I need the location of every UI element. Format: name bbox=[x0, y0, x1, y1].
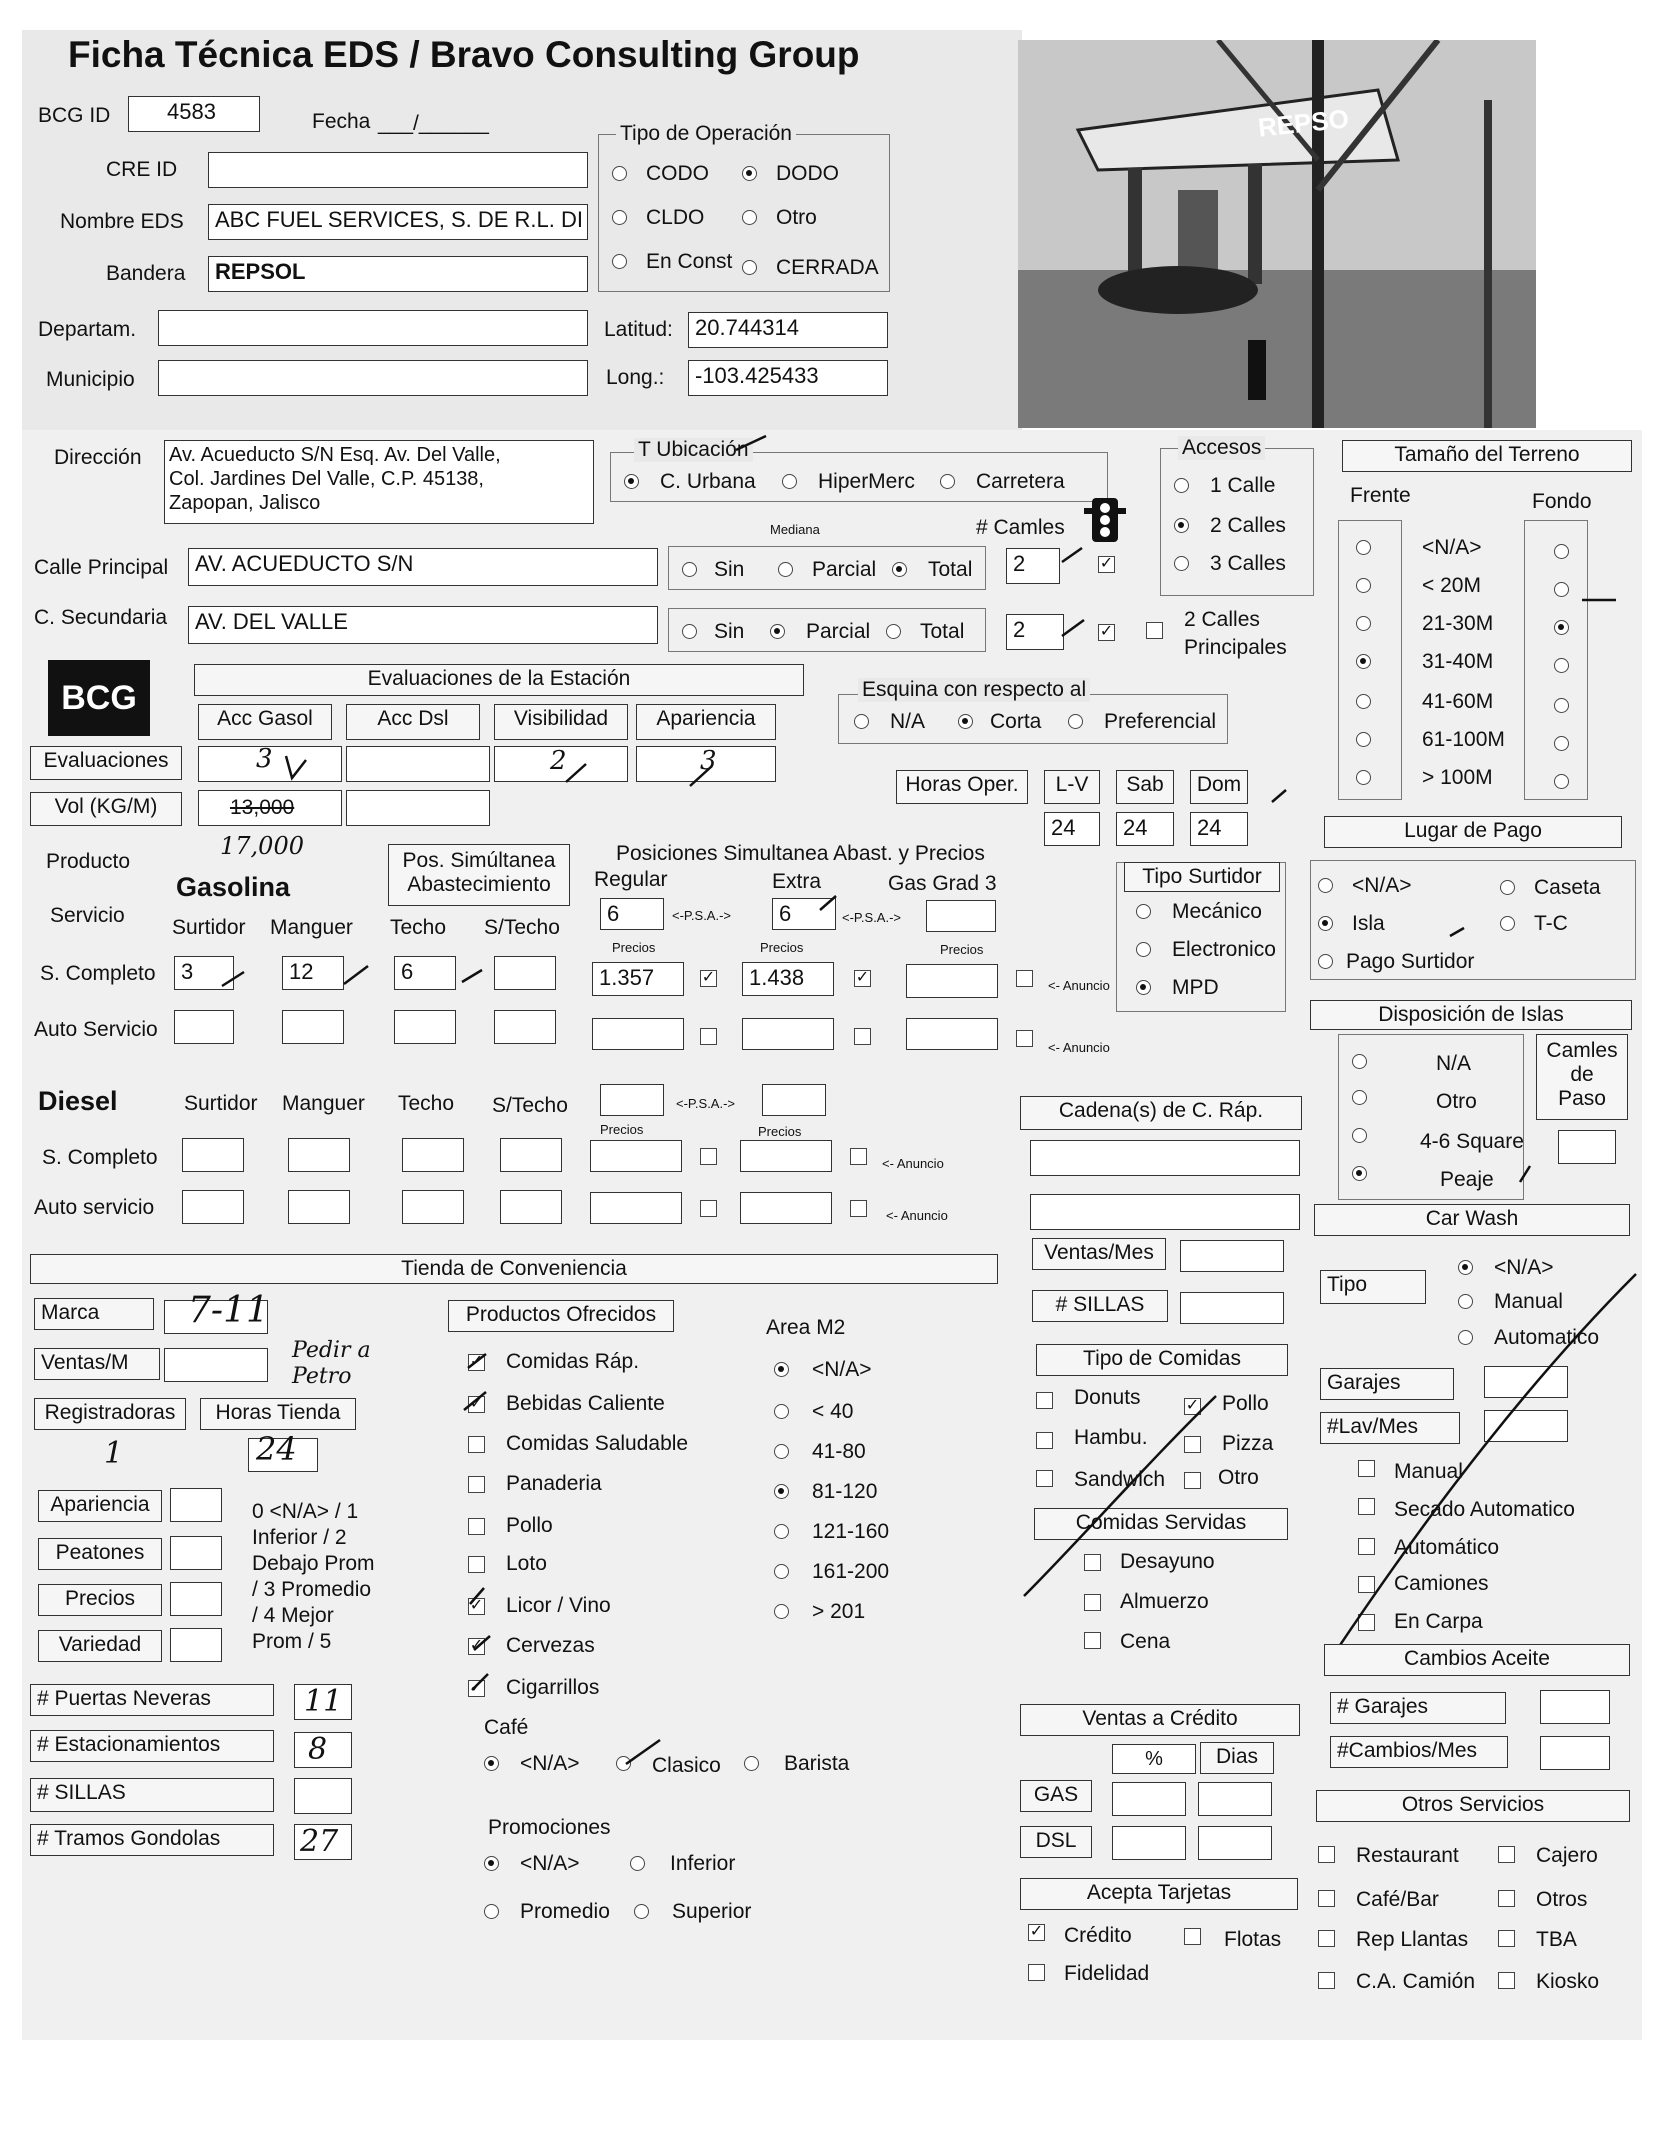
calle-principal-field[interactable]: AV. ACUEDUCTO S/N bbox=[188, 548, 658, 586]
regular-pos-field[interactable]: 6 bbox=[600, 898, 664, 930]
extra-anuncio-checkbox[interactable]: ✓ bbox=[855, 969, 870, 986]
diesel-precios-label-2: Precios bbox=[758, 1124, 802, 1139]
scale-line-2: Inferior / 2 bbox=[252, 1526, 347, 1549]
cre-id-label: CRE ID bbox=[106, 158, 178, 181]
cs-parcial-label: Parcial bbox=[806, 620, 871, 643]
bandera-label: Bandera bbox=[106, 262, 186, 285]
cw-manual-label: Manual bbox=[1494, 1290, 1563, 1313]
bcg-id-field[interactable]: 4583 bbox=[128, 96, 260, 132]
camiles-paso-line1: Camles bbox=[1546, 1039, 1618, 1062]
horas-tienda-value: 24 bbox=[256, 1430, 297, 1468]
comidas-servidas-title: Comidas Servidas bbox=[1034, 1508, 1288, 1540]
cw-na-label: <N/A> bbox=[1494, 1256, 1554, 1279]
municipio-label: Municipio bbox=[46, 368, 135, 391]
marca-value: 7-11 bbox=[188, 1290, 269, 1331]
diesel-techo-col: Techo bbox=[398, 1092, 455, 1115]
islas-title: Disposición de Islas bbox=[1310, 1000, 1632, 1030]
islas-square-label: 4-6 Square bbox=[1420, 1130, 1524, 1153]
cs-camiles-checkbox[interactable]: ✓ bbox=[1099, 623, 1114, 640]
otro-comida-label: Otro bbox=[1218, 1466, 1259, 1489]
esquina-pref-label: Preferencial bbox=[1104, 710, 1217, 733]
cw-camiones-label: Camiones bbox=[1394, 1572, 1489, 1595]
lugar-pago-title: Lugar de Pago bbox=[1324, 816, 1622, 848]
bandera-field[interactable]: REPSOL bbox=[208, 256, 588, 292]
horas-dom-field[interactable]: 24 bbox=[1190, 812, 1248, 846]
otro-servicio-label: Kiosko bbox=[1536, 1970, 1600, 1993]
otro-servicio-label: Café/Bar bbox=[1356, 1888, 1439, 1911]
fidelidad-label: Fidelidad bbox=[1064, 1962, 1150, 1985]
gas-anuncio-label: <- Anuncio bbox=[1048, 978, 1110, 993]
principales-label-1: 2 Calles bbox=[1184, 608, 1260, 631]
frente-label: Frente bbox=[1350, 484, 1411, 507]
islas-otro-label: Otro bbox=[1436, 1090, 1477, 1113]
ventas-m-label: Ventas/M bbox=[34, 1348, 160, 1380]
direccion-line3: Zapopan, Jalisco bbox=[169, 492, 321, 514]
apariencia-header: Apariencia bbox=[636, 704, 776, 740]
area-option-label: > 201 bbox=[812, 1600, 866, 1623]
gas-auto-servicio-label: Auto Servicio bbox=[34, 1018, 158, 1041]
cambios-title: Cambios Aceite bbox=[1324, 1644, 1630, 1676]
pago-na-label: <N/A> bbox=[1352, 874, 1412, 897]
gas-manguer-col: Manguer bbox=[270, 916, 353, 939]
acceso-2-label: 2 Calles bbox=[1210, 514, 1286, 537]
cw-lav-mes-label: #Lav/Mes bbox=[1320, 1412, 1460, 1444]
producto-checkbox[interactable]: ✓ bbox=[469, 1679, 484, 1696]
evaluaciones-title: Evaluaciones de la Estación bbox=[194, 664, 804, 696]
cerrada-label: CERRADA bbox=[776, 256, 879, 279]
fecha-field[interactable]: ___/______ bbox=[378, 112, 489, 135]
otro-servicio-label: Restaurant bbox=[1356, 1844, 1459, 1867]
acceso-1-label: 1 Calle bbox=[1210, 474, 1276, 497]
producto-item-label: Bebidas Caliente bbox=[506, 1392, 665, 1415]
regular-psa-label: <-P.S.A.-> bbox=[672, 908, 732, 923]
cw-auto-label: Automatico bbox=[1494, 1326, 1600, 1349]
regular-precios-label: Precios bbox=[612, 940, 656, 955]
pos-simult-line1: Pos. Simúltanea bbox=[402, 849, 556, 872]
promo-superior-label: Superior bbox=[672, 1900, 752, 1923]
scale-line-1: 0 <N/A> / 1 bbox=[252, 1500, 359, 1523]
grad-precios-label: Precios bbox=[940, 942, 984, 957]
vol-row-label: Vol (KG/M) bbox=[30, 792, 182, 826]
cafe-barista-label: Barista bbox=[784, 1752, 850, 1775]
otro-servicio-label: Rep Llantas bbox=[1356, 1928, 1469, 1951]
direccion-line1: Av. Acueducto S/N Esq. Av. Del Valle, bbox=[169, 444, 501, 466]
gas-sc-techo-field[interactable]: 6 bbox=[394, 956, 456, 990]
gasolina-label: Gasolina bbox=[176, 872, 291, 902]
pago-caseta-label: Caseta bbox=[1534, 876, 1601, 899]
horas-sab-header: Sab bbox=[1116, 770, 1174, 804]
gas-stecho-col: S/Techo bbox=[484, 916, 560, 939]
regular-anuncio-checkbox[interactable]: ✓ bbox=[701, 969, 716, 986]
credito-tarjeta-checkbox[interactable]: ✓ bbox=[1029, 1923, 1044, 1940]
acceso-3-label: 3 Calles bbox=[1210, 552, 1286, 575]
ventas-mes-label: Ventas/Mes bbox=[1032, 1238, 1166, 1270]
credito-dias-header: Dias bbox=[1200, 1742, 1274, 1774]
apariencia-t-label: Apariencia bbox=[38, 1490, 162, 1522]
tipo-comidas-title: Tipo de Comidas bbox=[1036, 1344, 1288, 1376]
apariencia-value: 3 bbox=[700, 746, 717, 776]
car-wash-tipo-label: Tipo bbox=[1320, 1270, 1426, 1304]
gas-as-anuncio-label: <- Anuncio bbox=[1048, 1040, 1110, 1055]
cs-total-label: Total bbox=[920, 620, 965, 643]
extra-precios-label: Precios bbox=[760, 940, 804, 955]
terreno-row-label: 41-60M bbox=[1422, 690, 1494, 713]
terreno-row-label: 61-100M bbox=[1422, 728, 1505, 751]
cp-carriles-field[interactable]: 2 bbox=[1006, 548, 1060, 584]
terreno-row-label: <N/A> bbox=[1422, 536, 1482, 559]
tramos-value: 27 bbox=[300, 1824, 339, 1859]
extra-pos-field[interactable]: 6 bbox=[772, 898, 836, 930]
area-option-label: <N/A> bbox=[812, 1358, 872, 1381]
area-title: Area M2 bbox=[766, 1316, 846, 1339]
long-label: Long.: bbox=[606, 366, 665, 389]
promo-label: Promociones bbox=[488, 1816, 611, 1839]
area-option-label: 121-160 bbox=[812, 1520, 890, 1543]
cambios-mes-label: #Cambios/Mes bbox=[1330, 1736, 1508, 1768]
tipo-surtidor-title: Tipo Surtidor bbox=[1124, 862, 1280, 892]
photo-sign-text: REPSO bbox=[1256, 103, 1351, 143]
promo-na-label: <N/A> bbox=[520, 1852, 580, 1875]
flotas-label: Flotas bbox=[1224, 1928, 1282, 1951]
cafe-clasico-label: Clasico bbox=[652, 1754, 721, 1777]
servicio-label: Servicio bbox=[50, 904, 125, 927]
cp-total-label: Total bbox=[928, 558, 973, 581]
camiles-paso-line3: Paso bbox=[1558, 1087, 1606, 1110]
cw-carpa-label: En Carpa bbox=[1394, 1610, 1483, 1633]
vol-crossed-value: 13,000 bbox=[230, 796, 295, 819]
marca-label: Marca bbox=[34, 1298, 154, 1330]
producto-item-label: Cigarrillos bbox=[506, 1676, 600, 1699]
producto-checkbox[interactable]: ✓ bbox=[469, 1597, 484, 1614]
extra-psa-label: <-P.S.A.-> bbox=[842, 910, 902, 925]
cw-secado-label: Secado Automatico bbox=[1394, 1498, 1575, 1521]
pago-isla-label: Isla bbox=[1352, 912, 1385, 935]
cp-camiles-checkbox[interactable]: ✓ bbox=[1099, 555, 1114, 572]
scale-line-6: Prom / 5 bbox=[252, 1630, 332, 1653]
estac-label: # Estacionamientos bbox=[30, 1730, 274, 1762]
otro-servicio-label: TBA bbox=[1536, 1928, 1577, 1951]
donuts-label: Donuts bbox=[1074, 1386, 1141, 1409]
fondo-label: Fondo bbox=[1532, 490, 1592, 513]
gas-grad-label: Gas Grad 3 bbox=[888, 872, 997, 895]
ventas-m-note: Pedir a Petro bbox=[292, 1338, 371, 1389]
dodo-label: DODO bbox=[776, 162, 839, 185]
pizza-label: Pizza bbox=[1222, 1432, 1274, 1455]
area-option-label: 81-120 bbox=[812, 1480, 878, 1503]
fecha-label: Fecha bbox=[312, 110, 371, 133]
diesel-as-anuncio-label: <- Anuncio bbox=[886, 1208, 948, 1223]
credito-pct-header: % bbox=[1112, 1744, 1196, 1774]
variedad-label: Variedad bbox=[38, 1630, 162, 1662]
visibilidad-header: Visibilidad bbox=[494, 704, 628, 740]
accesos-title: Accesos bbox=[1178, 436, 1265, 460]
cafe-na-label: <N/A> bbox=[520, 1752, 580, 1775]
terreno-title: Tamaño del Terreno bbox=[1342, 440, 1632, 472]
producto-item-label: Comidas Ráp. bbox=[506, 1350, 640, 1373]
scale-line-5: / 4 Mejor bbox=[252, 1604, 334, 1627]
productos-title: Productos Ofrecidos bbox=[448, 1300, 674, 1332]
ubicacion-title: T Ubicación bbox=[634, 438, 753, 462]
diesel-psa-label: <-P.S.A.-> bbox=[676, 1096, 736, 1111]
producto-item-label: Loto bbox=[506, 1552, 547, 1575]
registradoras-value: 1 bbox=[104, 1436, 124, 1471]
producto-checkbox[interactable]: ✓ bbox=[469, 1395, 484, 1412]
producto-item-label: Pollo bbox=[506, 1514, 553, 1537]
long-field[interactable]: -103.425433 bbox=[688, 360, 888, 396]
producto-label: Producto bbox=[46, 850, 131, 873]
sandwich-label: Sandwich bbox=[1074, 1468, 1166, 1491]
producto-checkbox[interactable]: ✓ bbox=[469, 1353, 484, 1370]
regular-label: Regular bbox=[594, 868, 668, 891]
hambu-label: Hambu. bbox=[1074, 1426, 1148, 1449]
regular-price-field[interactable]: 1.357 bbox=[592, 962, 684, 996]
terreno-row-label: > 100M bbox=[1422, 766, 1493, 789]
horas-dom-header: Dom bbox=[1190, 770, 1248, 804]
posiciones-title: Posiciones Simultanea Abast. y Precios bbox=[616, 842, 985, 865]
puertas-value: 11 bbox=[304, 1684, 343, 1719]
cldo-label: CLDO bbox=[646, 206, 705, 229]
latitud-label: Latitud: bbox=[604, 318, 673, 341]
visibilidad-value: 2 bbox=[550, 746, 567, 776]
pago-tc-label: T-C bbox=[1534, 912, 1568, 935]
camiles-paso-line2: de bbox=[1570, 1063, 1594, 1086]
gas-surtidor-col: Surtidor bbox=[172, 916, 246, 939]
diesel-sc-label: S. Completo bbox=[42, 1146, 158, 1169]
terreno-row-label: < 20M bbox=[1422, 574, 1481, 597]
mecanico-label: Mecánico bbox=[1172, 900, 1262, 923]
tienda-sillas-label: # SILLAS bbox=[30, 1778, 274, 1812]
evaluaciones-row-label: Evaluaciones bbox=[30, 746, 182, 780]
electronico-label: Electronico bbox=[1172, 938, 1276, 961]
hipermerc-label: HiperMerc bbox=[818, 470, 915, 493]
horas-tienda-label: Horas Tienda bbox=[200, 1398, 356, 1430]
carretera-label: Carretera bbox=[976, 470, 1065, 493]
almuerzo-label: Almuerzo bbox=[1120, 1590, 1209, 1613]
pos-simult-line2: Abastecimiento bbox=[407, 873, 551, 896]
scale-line-3: Debajo Prom bbox=[252, 1552, 375, 1575]
acc-gasol-header: Acc Gasol bbox=[198, 704, 332, 740]
horas-label: Horas Oper. bbox=[896, 770, 1028, 804]
desayuno-label: Desayuno bbox=[1120, 1550, 1215, 1573]
producto-checkbox[interactable]: ✓ bbox=[469, 1637, 484, 1654]
diesel-manguer-col: Manguer bbox=[282, 1092, 365, 1115]
producto-item-label: Cervezas bbox=[506, 1634, 595, 1657]
extra-price-field[interactable]: 1.438 bbox=[742, 962, 834, 996]
bcg-logo: BCG bbox=[48, 660, 150, 736]
pollo-cr-label: Pollo bbox=[1222, 1392, 1269, 1415]
diesel-label: Diesel bbox=[38, 1086, 118, 1116]
scale-line-4: / 3 Promedio bbox=[252, 1578, 372, 1601]
promo-inferior-label: Inferior bbox=[670, 1852, 736, 1875]
credito-title: Ventas a Crédito bbox=[1020, 1704, 1300, 1736]
diesel-as-label: Auto servicio bbox=[34, 1196, 155, 1219]
direccion-label: Dirección bbox=[54, 446, 142, 469]
terreno-row-label: 21-30M bbox=[1422, 612, 1494, 635]
diesel-precios-label-1: Precios bbox=[600, 1122, 644, 1137]
esquina-corta-label: Corta bbox=[990, 710, 1042, 733]
cambios-garajes-label: # Garajes bbox=[1330, 1692, 1506, 1724]
calle-secundaria-label: C. Secundaria bbox=[34, 606, 168, 629]
cs-carriles-field[interactable]: 2 bbox=[1006, 614, 1064, 650]
cw-automatico-label: Automático bbox=[1394, 1536, 1500, 1559]
bcg-id-label: BCG ID bbox=[38, 104, 111, 127]
calle-principal-label: Calle Principal bbox=[34, 556, 169, 579]
latitud-field[interactable]: 20.744314 bbox=[688, 312, 888, 348]
cw-manual-check-label: Manual bbox=[1394, 1460, 1463, 1483]
otro-servicio-label: Otros bbox=[1536, 1888, 1588, 1911]
horas-lv-header: L-V bbox=[1044, 770, 1100, 804]
cp-parcial-label: Parcial bbox=[812, 558, 877, 581]
page-title: Ficha Técnica EDS / Bravo Consulting Group bbox=[68, 34, 860, 75]
gas-sc-manguer-field[interactable]: 12 bbox=[282, 956, 344, 990]
cp-sin-label: Sin bbox=[714, 558, 745, 581]
gas-techo-col: Techo bbox=[390, 916, 447, 939]
nombre-label: Nombre EDS bbox=[60, 210, 184, 233]
cena-label: Cena bbox=[1120, 1630, 1171, 1653]
extra-label: Extra bbox=[772, 870, 822, 893]
mpd-label: MPD bbox=[1172, 976, 1219, 999]
producto-item-label: Comidas Saludable bbox=[506, 1432, 689, 1455]
pollo-cr-checkbox[interactable]: ✓ bbox=[1185, 1397, 1200, 1414]
tipo-operacion-title: Tipo de Operación bbox=[616, 122, 796, 146]
tramos-label: # Tramos Gondolas bbox=[30, 1824, 274, 1856]
area-option-label: 161-200 bbox=[812, 1560, 890, 1583]
producto-item-label: Licor / Vino bbox=[506, 1594, 611, 1617]
islas-peaje-label: Peaje bbox=[1440, 1168, 1494, 1191]
credito-tarjeta-label: Crédito bbox=[1064, 1924, 1132, 1947]
principales-label-2: Principales bbox=[1184, 636, 1287, 659]
tienda-title: Tienda de Conveniencia bbox=[30, 1254, 998, 1284]
area-option-label: < 40 bbox=[812, 1400, 854, 1423]
producto-item-label: Panaderia bbox=[506, 1472, 602, 1495]
cafe-label: Café bbox=[484, 1716, 529, 1739]
car-wash-title: Car Wash bbox=[1314, 1204, 1630, 1236]
gas-sc-surtidor-field[interactable]: 3 bbox=[174, 956, 234, 990]
otros-title: Otros Servicios bbox=[1316, 1790, 1630, 1822]
en-const-label: En Const bbox=[646, 250, 733, 273]
peatones-label: Peatones bbox=[38, 1538, 162, 1570]
credito-dsl-label: DSL bbox=[1020, 1826, 1092, 1858]
acc-dsl-header: Acc Dsl bbox=[346, 704, 480, 740]
mediana-label: Mediana bbox=[770, 522, 820, 537]
islas-na-label: N/A bbox=[1436, 1052, 1472, 1075]
registradoras-label: Registradoras bbox=[34, 1398, 186, 1430]
c-urbana-label: C. Urbana bbox=[660, 470, 756, 493]
otro-op-label: Otro bbox=[776, 206, 817, 229]
terreno-row-label: 31-40M bbox=[1422, 650, 1494, 673]
cadena-title: Cadena(s) de C. Ráp. bbox=[1020, 1096, 1302, 1130]
credito-gas-label: GAS bbox=[1020, 1780, 1092, 1812]
cadena-sillas-label: # SILLAS bbox=[1032, 1290, 1168, 1322]
diesel-stecho-col: S/Techo bbox=[492, 1094, 568, 1117]
calle-secundaria-field[interactable]: AV. DEL VALLE bbox=[188, 606, 658, 644]
horas-sab-field[interactable]: 24 bbox=[1116, 812, 1174, 846]
diesel-surtidor-col: Surtidor bbox=[184, 1092, 258, 1115]
otro-servicio-label: Cajero bbox=[1536, 1844, 1598, 1867]
promo-promedio-label: Promedio bbox=[520, 1900, 610, 1923]
cw-garajes-label: Garajes bbox=[1320, 1368, 1454, 1400]
vol-written-value: 17,000 bbox=[220, 832, 304, 860]
diesel-sc-anuncio-label: <- Anuncio bbox=[882, 1156, 944, 1171]
camiles-label: # Camles bbox=[976, 516, 1065, 539]
horas-lv-field[interactable]: 24 bbox=[1044, 812, 1100, 846]
codo-label: CODO bbox=[646, 162, 709, 185]
puertas-label: # Puertas Neveras bbox=[30, 1684, 274, 1716]
esquina-title: Esquina con respecto al bbox=[858, 678, 1090, 702]
direccion-line2: Col. Jardines Del Valle, C.P. 45138, bbox=[169, 468, 484, 490]
acc-gasol-value: 3 bbox=[256, 744, 273, 774]
cs-sin-label: Sin bbox=[714, 620, 745, 643]
pago-surtidor-label: Pago Surtidor bbox=[1346, 950, 1475, 973]
gas-s-completo-label: S. Completo bbox=[40, 962, 156, 985]
departam-label: Departam. bbox=[38, 318, 137, 341]
esquina-na-label: N/A bbox=[890, 710, 926, 733]
nombre-field[interactable]: ABC FUEL SERVICES, S. DE R.L. DI bbox=[208, 204, 588, 240]
otro-servicio-label: C.A. Camión bbox=[1356, 1970, 1476, 1993]
tarjetas-title: Acepta Tarjetas bbox=[1020, 1878, 1298, 1910]
area-option-label: 41-80 bbox=[812, 1440, 866, 1463]
precios-t-label: Precios bbox=[38, 1584, 162, 1616]
estac-value: 8 bbox=[308, 1732, 328, 1767]
